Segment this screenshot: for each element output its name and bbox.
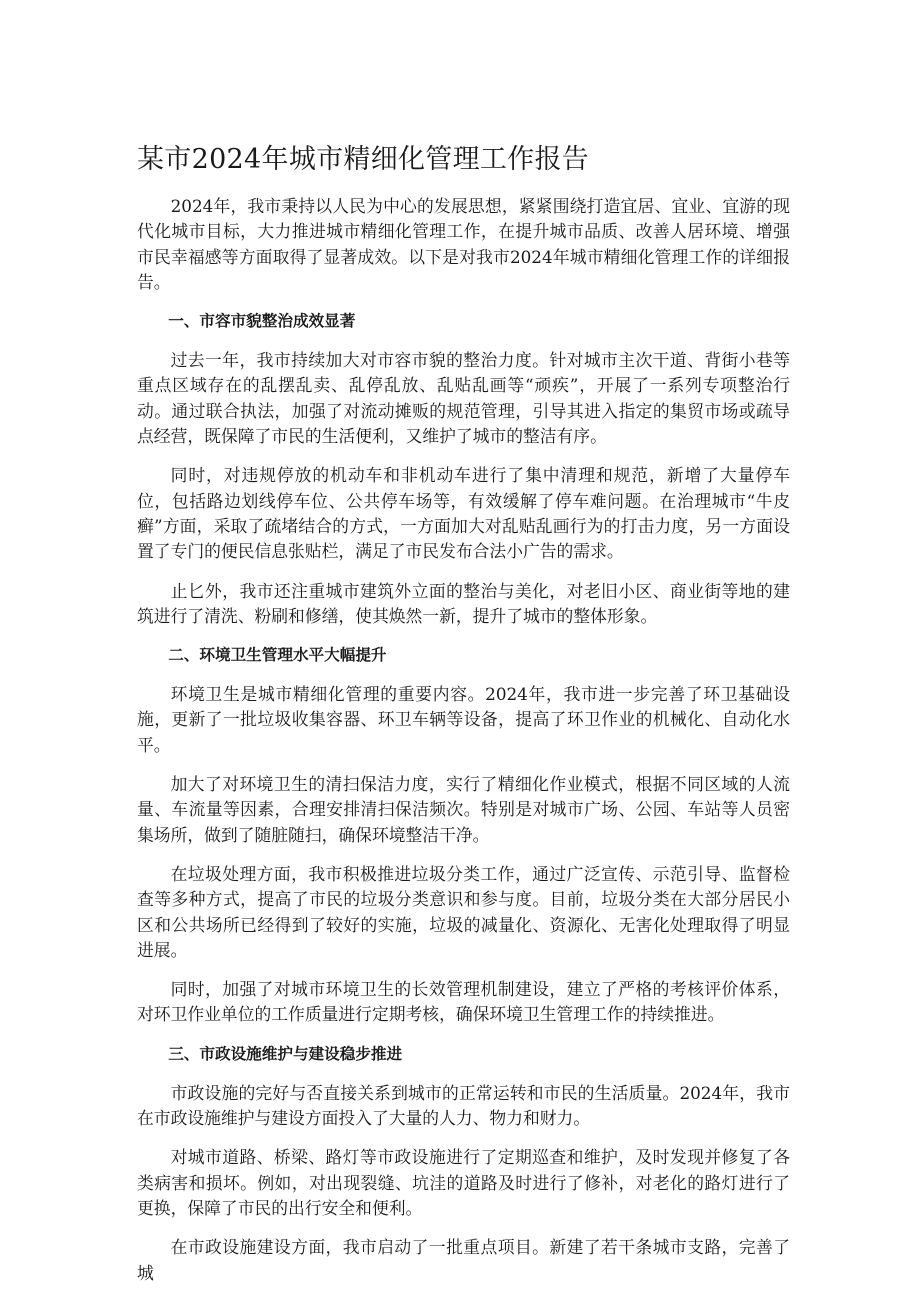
section-3-paragraph-1: 市政设施的完好与否直接关系到城市的正常运转和市民的生活质量。2024年，我市在市政设施维护与建设方面投入了大量的人力、物力和财力。 — [137, 1082, 790, 1129]
section-2-heading: 二、环境卫生管理水平大幅提升 — [168, 646, 387, 665]
section-3-paragraph-2: 对城市道路、桥梁、路灯等市政设施进行了定期巡查和维护，及时发现并修复了各类病害和损坏。例如，对出现裂缝、坑洼的道路及时进行了修补，对老化的路灯进行了更换，保障了市民的出行安全和便利。 — [137, 1147, 790, 1218]
section-2-paragraph-4: 同时，加强了对城市环境卫生的长效管理机制建设，建立了严格的考核评价体系，对环卫作业单位的工作质量进行定期考核，确保环境卫生管理工作的持续推进。 — [137, 979, 790, 1025]
document-body — [137, 194, 790, 1300]
section-3-paragraph-3: 在市政设施建设方面，我市启动了一批重点项目。新建了若干条城市支路，完善了城 — [137, 1237, 790, 1283]
section-1-paragraph-1: 过去一年，我市持续加大对市容市貌的整治力度。针对城市主次干道、背街小巷等重点区域存在的乱摆乱卖、乱停乱放、乱贴乱画等“顽疾”，开展了一系列专项整治行动。通过联合执法，加强了对流动摊贩的规范管理，引导其进入指定的集贸市场或疏导点经营，既保障了市民的生活便利，又维护了城市的整洁有序。 — [137, 350, 790, 447]
section-1-paragraph-3: 止匕外，我市还注重城市建筑外立面的整治与美化，对老旧小区、商业街等地的建筑进行了清洗、粉刷和修缮，使其焕然一新，提升了城市的整体形象。 — [137, 580, 790, 626]
intro-paragraph: 2024年，我市秉持以人民为中心的发展思想，紧紧围绕打造宜居、宜业、宜游的现代化城市目标，大力推进城市精细化管理工作，在提升城市品质、改善人居环境、增强市民幸福感等方面取得了显著成效。以下是对我市2024年城市精细化管理工作的详细报告。 — [137, 196, 790, 292]
document-title: 某市2024年城市精细化管理工作报告 — [137, 144, 590, 175]
section-1-heading: 一、市容市貌整治成效显著 — [168, 312, 356, 331]
section-2-paragraph-3: 在垃圾处理方面，我市积极推进垃圾分类工作，通过广泛宣传、示范引导、监督检查等多种方式，提高了市民的垃圾分类意识和参与度。目前，垃圾分类在大部分居民小区和公共场所已经得到了较好的实施，垃圾的减量化、资源化、无害化处理取得了明显进展。 — [137, 863, 790, 960]
section-2-paragraph-2: 加大了对环境卫生的清扫保洁力度，实行了精细化作业模式，根据不同区域的人流量、车流量等因素，合理安排清扫保洁频次。特别是对城市广场、公园、车站等人员密集场所，做到了随脏随扫，确保环境整洁干净。 — [137, 774, 790, 845]
section-3-heading: 三、市政设施维护与建设稳步推进 — [168, 1044, 403, 1063]
section-1-paragraph-2: 同时，对违规停放的机动车和非机动车进行了集中清理和规范，新增了大量停车位，包括路边划线停车位、公共停车场等，有效缓解了停车难问题。在治理城市“牛皮癣”方面，采取了疏堵结合的方式，一方面加大对乱贴乱画行为的打击力度，另一方面设置了专门的便民信息张贴栏，满足了市民发布合法小广告的需求。 — [137, 465, 790, 562]
section-2-paragraph-1: 环境卫生是城市精细化管理的重要内容。2024年，我市进一步完善了环卫基础设施，更新了一批垃圾收集容器、环卫车辆等设备，提高了环卫作业的机械化、自动化水平。 — [137, 684, 790, 755]
